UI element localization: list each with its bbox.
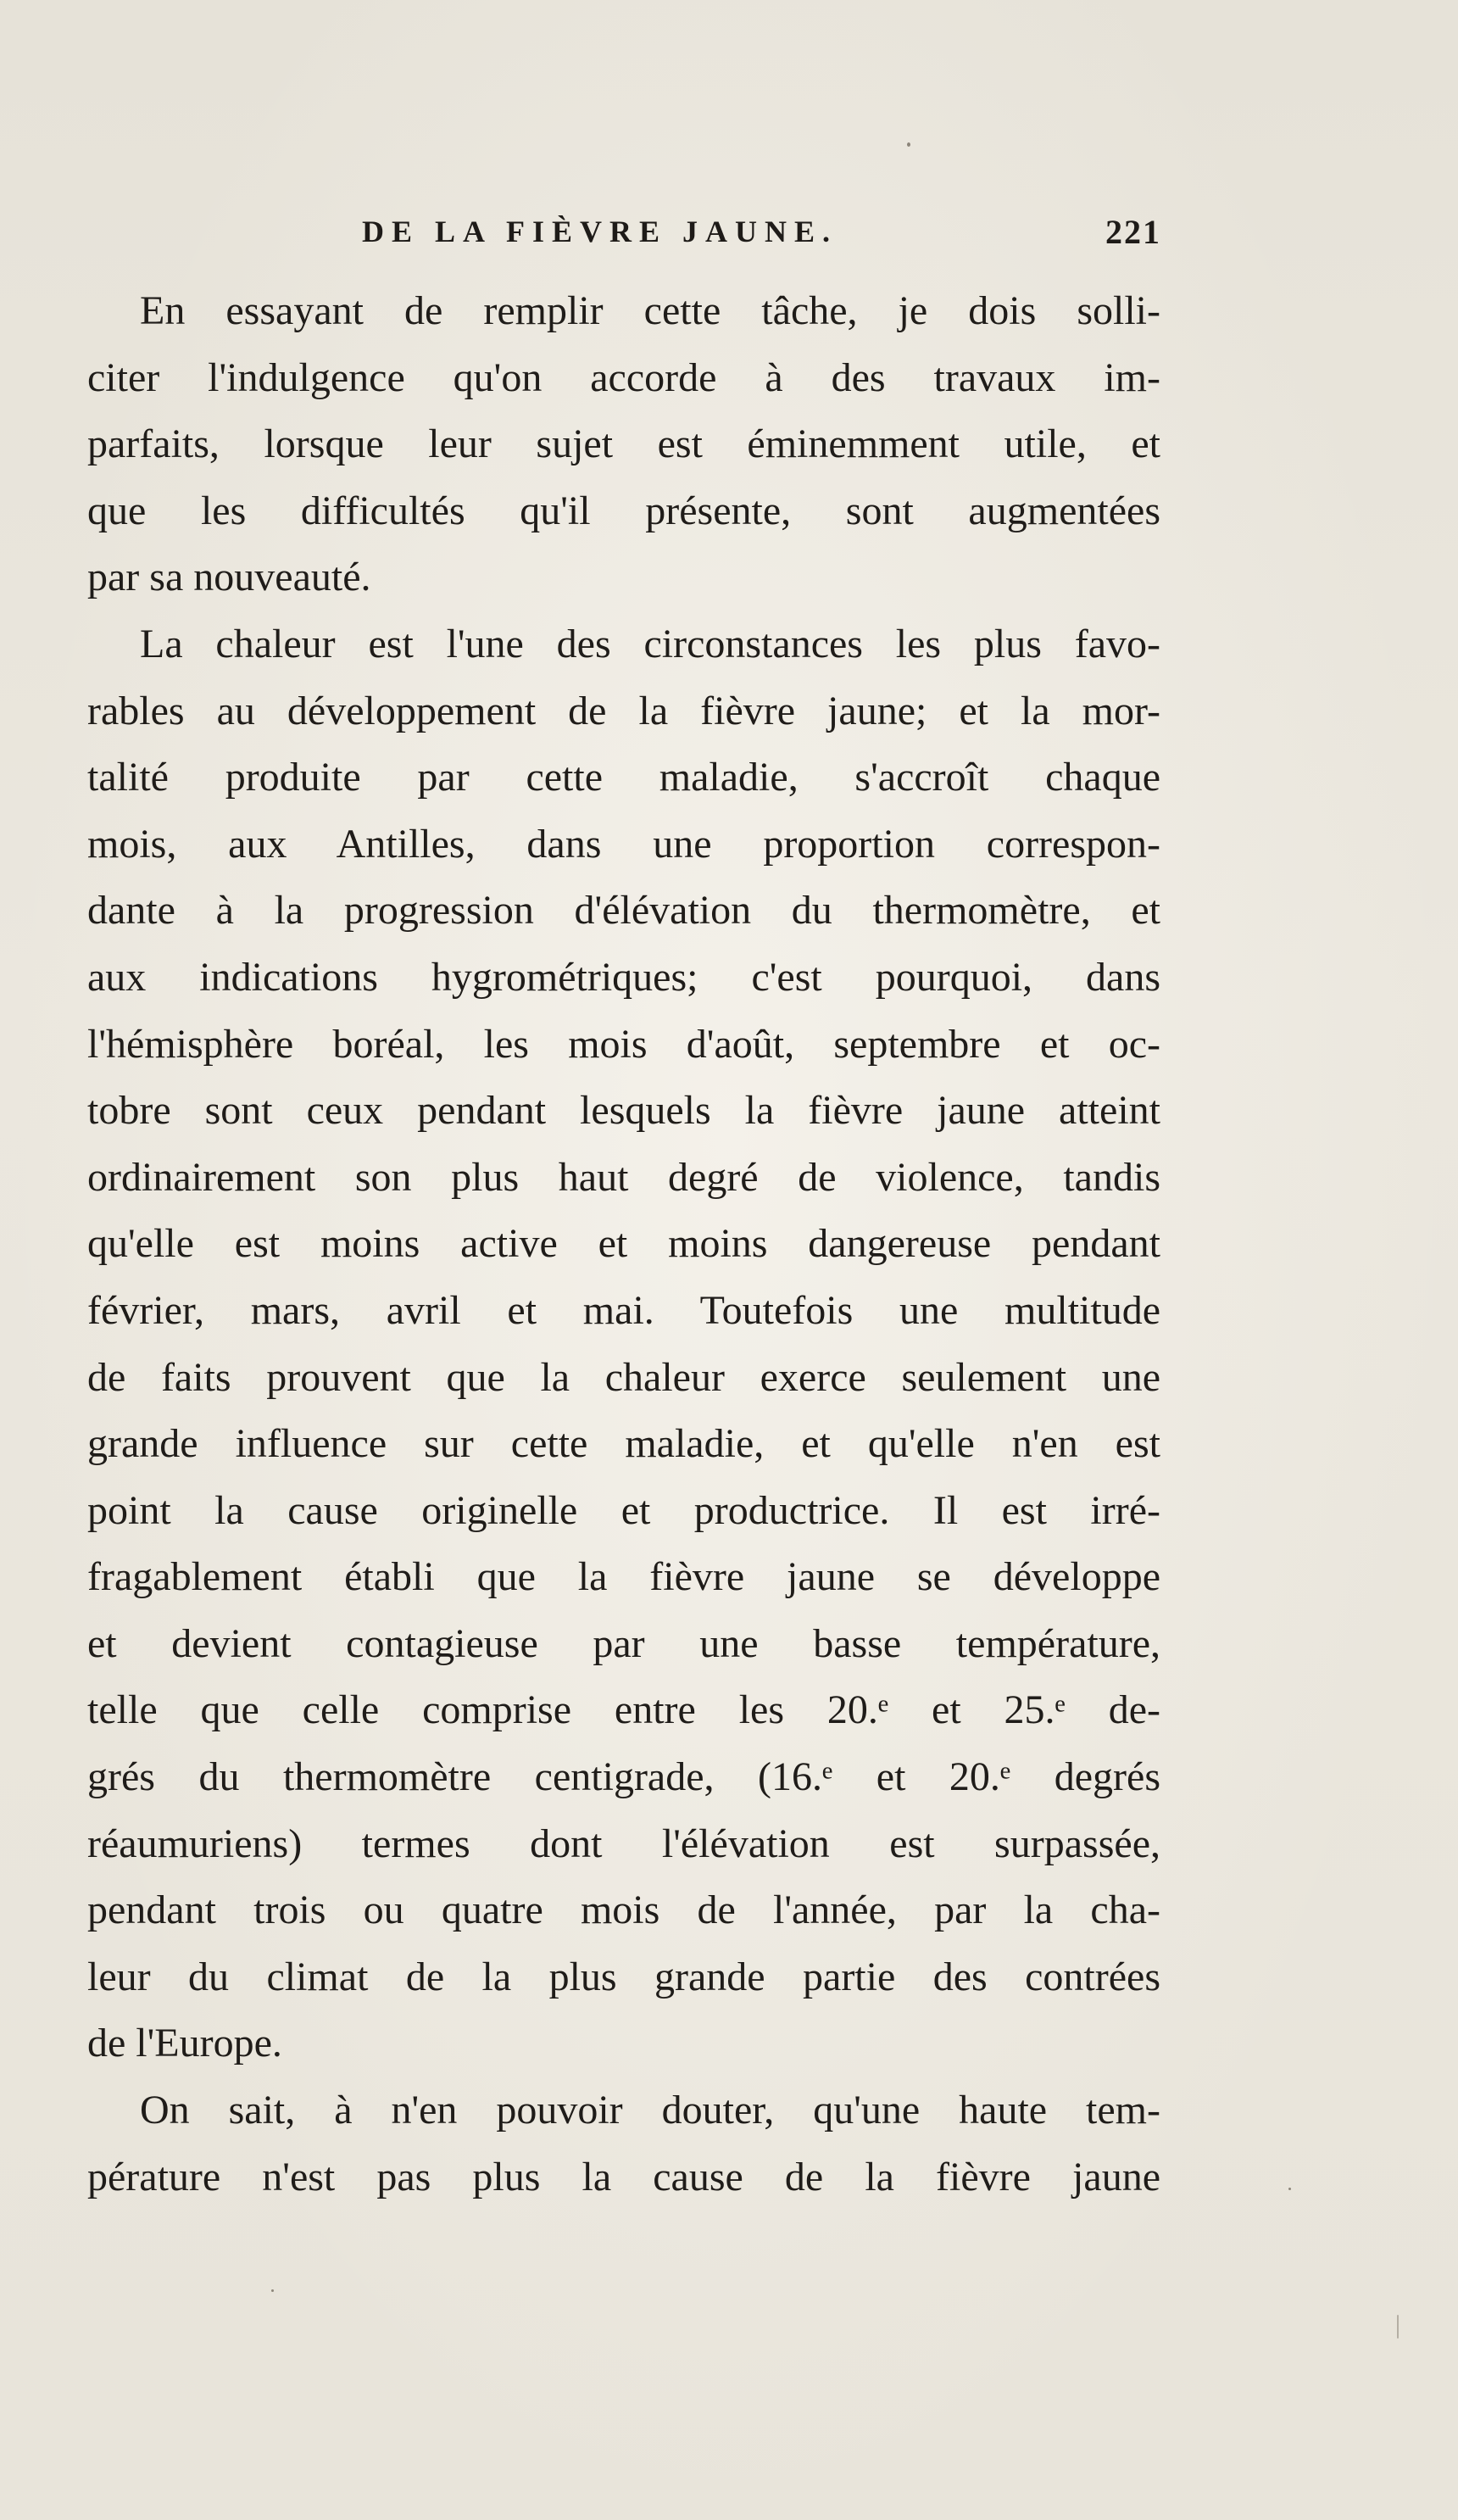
text-line: réaumuriens) termes dont l'élévation est surpassée,	[87, 1820, 1160, 1866]
text-line: par sa nouveauté.	[87, 555, 371, 600]
text-line: l'hémisphère boréal, les mois d'août, septembre et oc-	[87, 1021, 1160, 1067]
paper-speck	[907, 142, 910, 147]
body-text	[87, 278, 1160, 2211]
text-line: On sait, à n'en pouvoir douter, qu'une haute tem-	[140, 2088, 1160, 2133]
text-line: dante à la progression d'élévation du thermomètre, et	[87, 888, 1160, 934]
page-number: 221	[1105, 213, 1161, 251]
text-line: aux indications hygrométriques; c'est pourquoi, dans	[87, 954, 1160, 1000]
text-line: pérature n'est pas plus la cause de la fièvre jaune	[87, 2154, 1160, 2199]
text-line: point la cause originelle et productrice. Il est irré-	[87, 1487, 1160, 1533]
paper-speck	[1288, 2188, 1291, 2190]
text-line: ordinairement son plus haut degré de violence, tandis	[87, 1154, 1160, 1200]
text-line: de faits prouvent que la chaleur exerce seulement une	[87, 1354, 1160, 1400]
text-line: En essayant de remplir cette tâche, je dois solli-	[140, 288, 1160, 333]
text-line: et devient contagieuse par une basse température,	[87, 1620, 1160, 1666]
paper-speck	[271, 2289, 274, 2292]
text-line: grés du thermomètre centigrade, (16.ᵉ et 20.ᵉ degrés	[87, 1754, 1160, 1800]
text-line: leur du climat de la plus grande partie des contrées	[87, 1954, 1160, 1999]
text-line: tobre sont ceux pendant lesquels la fièvre jaune atteint	[87, 1088, 1160, 1134]
text-line: de l'Europe.	[87, 2021, 282, 2066]
paper-speck	[1397, 2315, 1399, 2339]
text-line: mois, aux Antilles, dans une proportion correspon-	[87, 821, 1160, 867]
text-line: pendant trois ou quatre mois de l'année, par la cha-	[87, 1887, 1160, 1933]
text-line: que les difficultés qu'il présente, sont augmentées	[87, 488, 1160, 533]
text-line: parfaits, lorsque leur sujet est éminemment utile, et	[87, 421, 1160, 467]
text-line: La chaleur est l'une des circonstances les plus favo-	[140, 621, 1160, 666]
page-header	[140, 212, 1161, 263]
text-line: qu'elle est moins active et moins dangereuse pendant	[87, 1221, 1160, 1267]
text-line: rables au développement de la fièvre jaune; et la mor-	[87, 688, 1160, 733]
text-line: telle que celle comprise entre les 20.ᵉ et 25.ᵉ de-	[87, 1687, 1160, 1733]
text-line: grande influence sur cette maladie, et qu'elle n'en est	[87, 1421, 1160, 1467]
running-title: DE LA FIÈVRE JAUNE.	[362, 215, 838, 248]
text-line: fragablement établi que la fièvre jaune se développe	[87, 1554, 1160, 1600]
text-line: février, mars, avril et mai. Toutefois une multitude	[87, 1287, 1160, 1333]
text-line: citer l'indulgence qu'on accorde à des travaux im-	[87, 354, 1160, 400]
text-line: talité produite par cette maladie, s'accroît chaque	[87, 755, 1160, 800]
